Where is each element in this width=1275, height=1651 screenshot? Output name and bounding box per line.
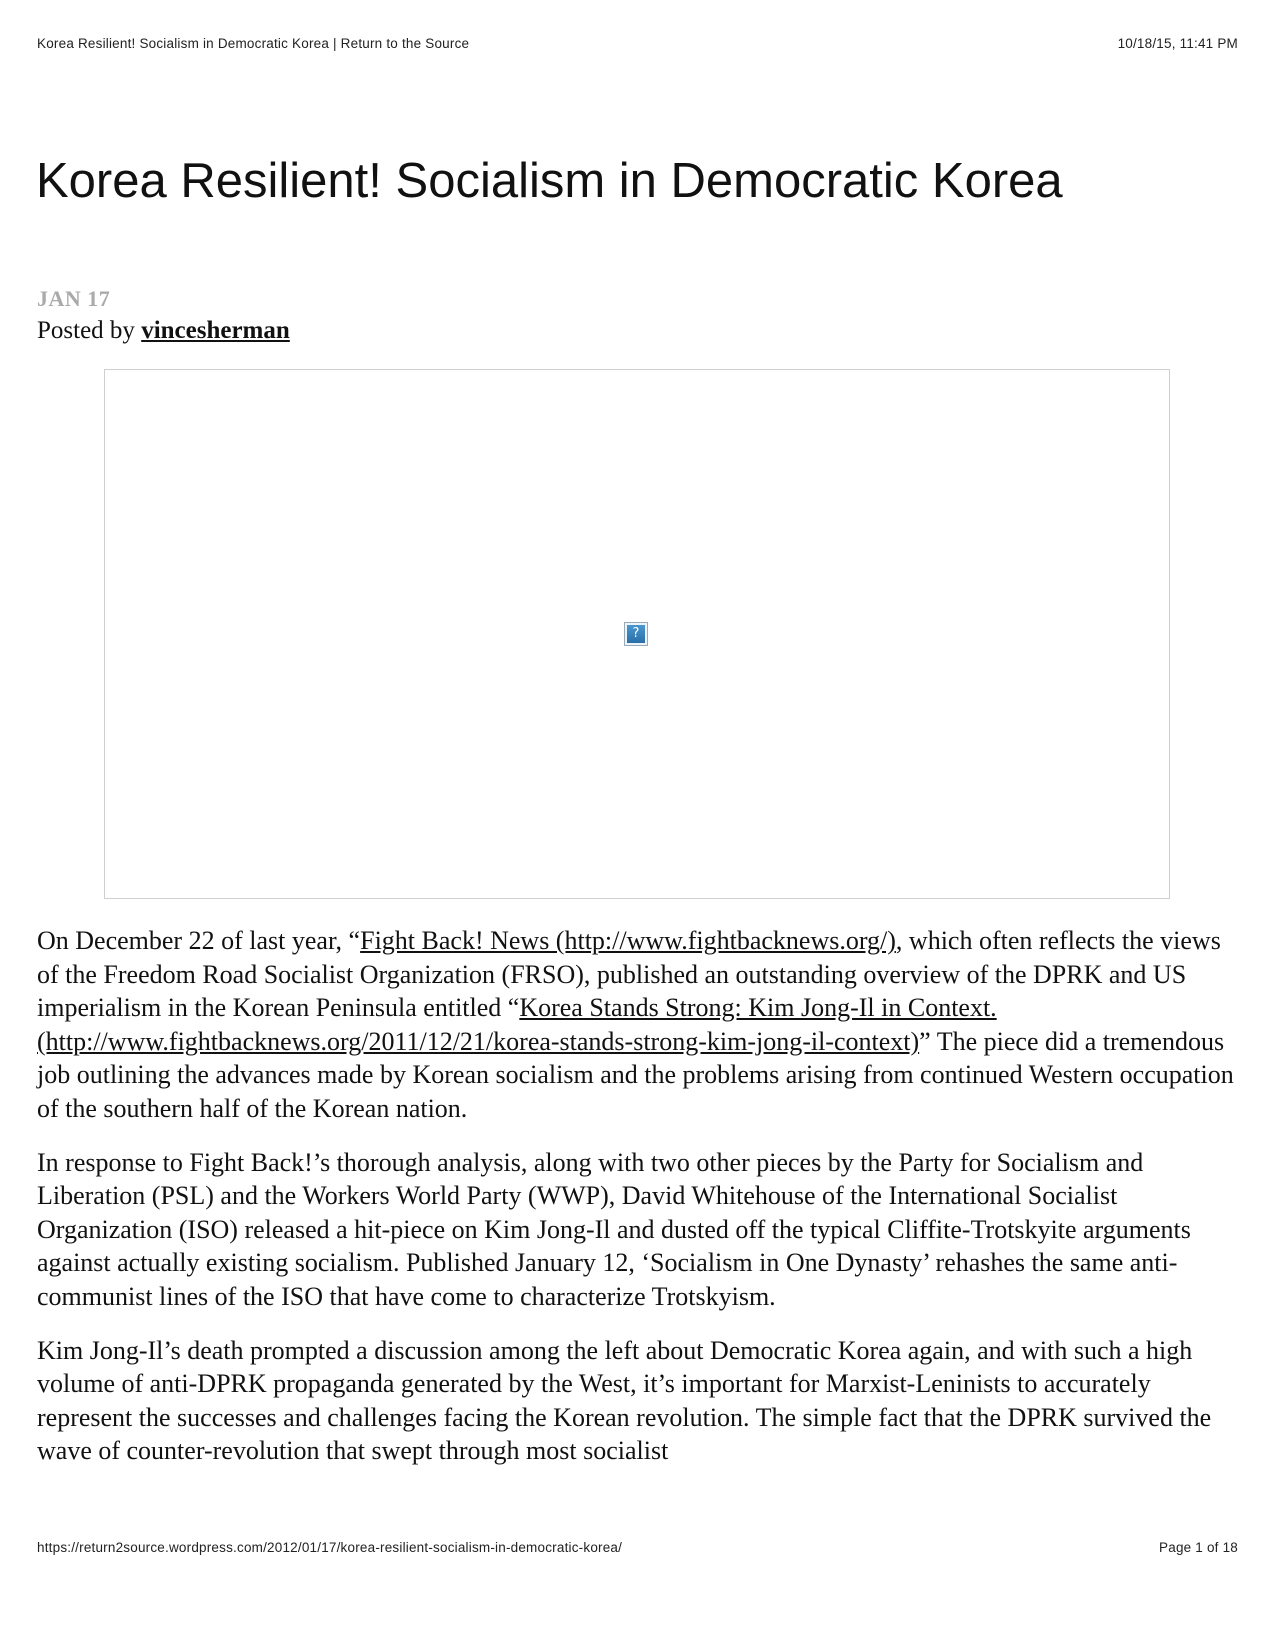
fight-back-news-link[interactable]: Fight Back! News (http://www.fightbacknews.org/) (360, 926, 896, 955)
post-image-placeholder (104, 369, 1170, 899)
paragraph-1-text: On December 22 of last year, “ (37, 926, 361, 955)
paragraph-1-text: , which often reflects the views of the Freedom Road Socialist Organization (FRSO), published an outstanding overview of the DPRK and US imperialism in the Korean Peninsula entitled “ (37, 926, 1221, 1023)
posted-by-prefix: Posted by (37, 317, 142, 344)
post-body (37, 924, 1247, 1488)
author-link[interactable]: vincesherman (141, 317, 290, 344)
print-header-title: Korea Resilient! Socialism in Democratic Korea | Return to the Source (37, 36, 470, 51)
broken-image-icon: ? (624, 622, 648, 646)
post-date: JAN 17 (37, 286, 111, 311)
paragraph-2: In response to Fight Back!’s thorough analysis, along with two other pieces by the Party for Socialism and Liberation (PSL) and the Workers World Party (WWP), David Whitehouse of the International Socialist Organization (ISO) released a hit-piece on Kim Jong-Il and dusted off the typical Cliffite-Trotskyite arguments against actually existing socialism. Published January 12, ‘Socialism in One Dynasty’ rehashes the same anti-communist lines of the ISO that have come to characterize Trotskyism. (37, 1147, 1191, 1311)
korea-stands-strong-link[interactable]: Korea Stands Strong: Kim Jong-Il in Context. (http://www.fightbacknews.org/2011/12/21/korea-stands-strong-kim-jong-il-context) (37, 993, 997, 1056)
print-header (37, 36, 1238, 51)
paragraph-3: Kim Jong-Il’s death prompted a discussion among the left about Democratic Korea again, and with such a high volume of anti-DPRK propaganda generated by the West, it’s important for Marxist-Leninists to accurately represent the successes and challenges facing the Korean revolution. The simple fact that the DPRK survived the wave of counter-revolution that swept through most socialist (37, 1335, 1212, 1466)
post-title: Korea Resilient! Socialism in Democratic Korea (36, 154, 1063, 208)
post-meta (37, 284, 290, 348)
posted-by (37, 314, 290, 348)
paragraph-1-text: ” The piece did a tremendous job outlining the advances made by Korean socialism and the problems arising from continued Western occupation of the southern half of the Korean nation. (37, 1026, 1234, 1123)
print-header-timestamp: 10/18/15, 11:41 PM (1117, 36, 1238, 51)
print-footer-url: https://return2source.wordpress.com/2012/01/17/korea-resilient-socialism-in-democratic-korea/ (37, 1540, 623, 1555)
print-footer (37, 1540, 1238, 1555)
paragraph-1 (37, 924, 1247, 1126)
page-number: Page 1 of 18 (1159, 1540, 1238, 1555)
